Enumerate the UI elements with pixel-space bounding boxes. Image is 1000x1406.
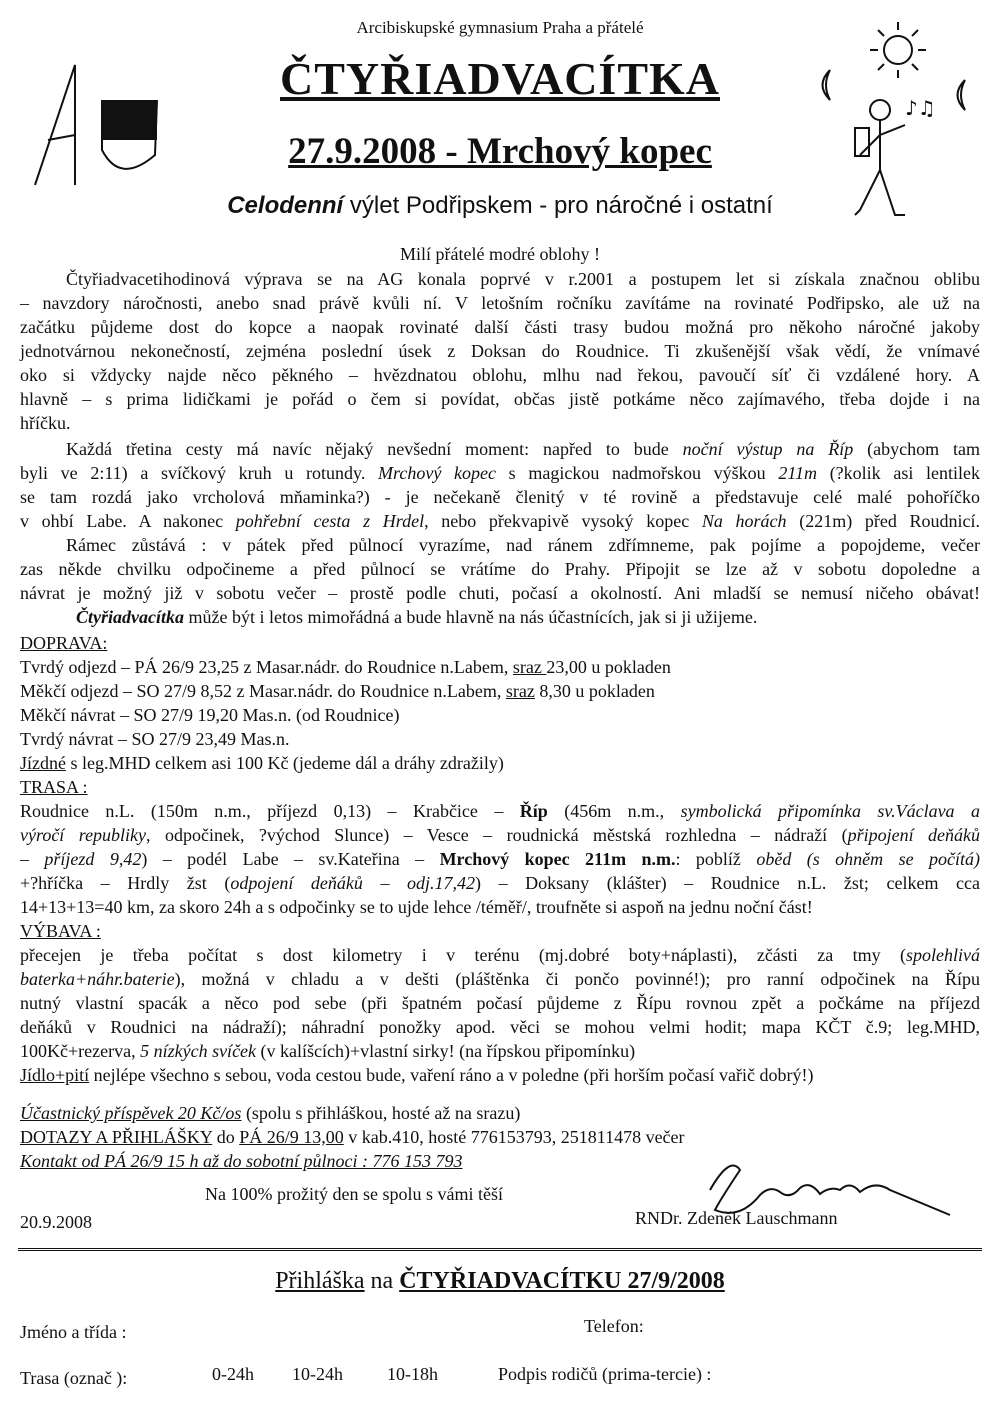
para2-line-4: v ohbí Labe. A nakonec pohřební cesta z Hrdel, nebo překvapivě vysoký kopec Na horách (221m) před Roudnicí.	[20, 511, 980, 531]
form-title: Přihláška na ČTYŘIADVACÍTKU 27/9/2008	[275, 1268, 725, 1294]
transport-row-2: Měkčí odjezd – SO 27/9 8,52 z Masar.nádr. do Roudnice n.Labem, sraz 8,30 u pokladen	[20, 681, 655, 701]
greeting: Milí přátelé modré oblohy !	[400, 244, 600, 264]
route-line-1: Roudnice n.L. (150m n.m., příjezd 0,13) – Krabčice – Říp (456m n.m., symbolická připomínka sv.Václava a	[20, 801, 980, 821]
transport-row-5: Jízdné s leg.MHD celkem asi 100 Kč (jedeme dál a dráhy zdražily)	[20, 753, 504, 773]
route-line-3: – příjezd 9,42) – podél Labe – sv.Kateřina – Mrchový kopec 211m n.m.: poblíž oběd (s ohněm se počítá)	[20, 849, 980, 869]
route-line-2: výročí republiky, odpočinek, ?východ Slunce) – Vesce – roudnická městská rozhledna – nádraží (připojení deňáků	[20, 825, 980, 845]
route-line-4: +?hříčka – Hrdly žst (odpojení deňáků – odj.17,42) – Doksany (klášter) – Roudnice n.L. žst; celkem cca	[20, 873, 980, 893]
equipment-line-1: přecejen je třeba počítat s dost kilometry i v terénu (mj.dobré boty+náplasti), zčásti za tmy (spolehlivá	[20, 945, 980, 965]
author-signature	[700, 1150, 960, 1230]
school-name: Arcibiskupské gymnasium Praha a přátelé	[356, 18, 644, 37]
page-title: ČTYŘIADVACÍTKA	[280, 53, 720, 104]
para2-line-1: Každá třetina cesty má navíc nějaký nevšední moment: napřed to bude noční výstup na Říp (abychom tam	[66, 439, 980, 459]
para3-line-2: zas někde chvilku odpočineme a před půlnocí se vrátíme do Prahy. Připojit se lze až v sobotu dopoledne a	[20, 559, 980, 579]
equipment-line-2: baterka+náhr.baterie), možná v chladu a v dešti (pláštěnka či pončo povinné!); pro ranní odpočinek na Řípu	[20, 969, 980, 989]
ag-logo	[30, 60, 170, 190]
event-date-title: 27.9.2008 - Mrchový kopec	[288, 131, 712, 172]
closing-date: 20.9.2008	[20, 1212, 92, 1232]
contact-line-2: Kontakt od PÁ 26/9 15 h až do sobotní půlnoci : 776 153 793	[20, 1151, 463, 1171]
intro-line-6: hlavně – s prima lidičkami je pořád o čem si povídat, občas jistě potkáme něco zajímavého, třeba dojde i na	[20, 389, 980, 409]
transport-row-1: Tvrdý odjezd – PÁ 26/9 23,25 z Masar.nádr. do Roudnice n.Labem, sraz 23,00 u pokladen	[20, 657, 671, 677]
form-phone-label: Telefon:	[584, 1316, 644, 1336]
intro-line-5: oko si vždycky najde něco pěkného – hvězdnatou oblohu, mlhu nad řekou, pavoučí síť či vzdálené hory. A	[20, 365, 980, 385]
fee-line: Účastnický příspěvek 20 Kč/os (spolu s přihláškou, hosté až na srazu)	[20, 1103, 521, 1123]
transport-row-4: Tvrdý návrat – SO 27/9 23,49 Mas.n.	[20, 729, 290, 749]
route-heading: TRASA :	[20, 777, 88, 797]
equipment-line-6: Jídlo+pití nejlépe všechno s sebou, voda cestou bude, vaření ráno a v poledne (při horším počasí vařič dobrý!)	[20, 1065, 814, 1085]
hiker-doodle	[800, 10, 980, 220]
para3-line-3: návrat je možný již v sobotu večer – prostě podle chuti, počasí a okolností. Ani mladší se nemusí ničeho obávat!	[20, 583, 980, 603]
equipment-line-4: deňáků v Roudnici na nádraží); náhradní ponožky apod. věci se mohou velmi hodit; mapa KČT č.9; leg.MHD,	[20, 1017, 980, 1037]
route-option-10-18h[interactable]: 10-18h	[387, 1364, 438, 1384]
equipment-line-3: nutný vlastní spacák a něco pod sebe (při špatném počasí půjdeme z Řípu rovnou zpět a počkáme na příjezd	[20, 993, 980, 1013]
svg-text:♪♫: ♪♫	[905, 96, 936, 120]
route-option-0-24h[interactable]: 0-24h	[212, 1364, 254, 1384]
intro-line-3: začátku půjdeme dost do kopce a naopak rovinaté další části trasy budou možná pro někoho náročné jakoby	[20, 317, 980, 337]
route-option-10-24h[interactable]: 10-24h	[292, 1364, 343, 1384]
contact-line: DOTAZY A PŘIHLÁŠKY do PÁ 26/9 13,00 v kab.410, hosté 776153793, 251811478 večer	[20, 1127, 685, 1147]
transport-heading: DOPRAVA:	[20, 633, 108, 653]
separator-line	[18, 1248, 982, 1251]
form-parent-signature-label: Podpis rodičů (prima-tercie) :	[498, 1364, 712, 1384]
route-line-5: 14+13+13=40 km, za skoro 24h a s odpočinky se to ujde lehce /téměř/, troufněte si aspoň na jednu noční část!	[20, 897, 813, 917]
subtitle-rest: výlet Podřipskem - pro náročné i ostatní	[343, 192, 773, 219]
equipment-line-5: 100Kč+rezerva, 5 nízkých svíček (v kalíšcích)+vlastní sirky! (na řípskou připomínku)	[20, 1041, 636, 1061]
transport-row-3: Měkčí návrat – SO 27/9 19,20 Mas.n. (od Roudnice)	[20, 705, 400, 725]
para3-line-1: Rámec zůstává : v pátek před půlnocí vyrazíme, nad ránem zdřímneme, pak pojíme a popojdeme, večer	[66, 535, 980, 555]
para3-line-4: Čtyřiadvacítka může být i letos mimořádná a bude hlavně na nás účastnících, jak si ji užijeme.	[76, 607, 758, 627]
author-name: RNDr. Zdeněk Lauschmann	[635, 1208, 838, 1228]
subtitle-emphasis: Celodenní	[227, 192, 344, 219]
intro-line-2: – navzdory náročnosti, anebo snad právě kvůli ní. V letošním ročníku zavítáme na rovinaté Podřipsko, ale už na	[20, 293, 980, 313]
equipment-heading: VÝBAVA :	[20, 921, 101, 941]
para2-line-2: byli ve 2:11) a svíčkový kruh u rotundy. Mrchový kopec s magickou nadmořskou výškou 211m (?kolik asi lentilek	[20, 463, 981, 483]
form-route-label: Trasa (označ ):	[20, 1368, 128, 1388]
form-name-label: Jméno a třída :	[20, 1322, 127, 1342]
para2-line-3: se tam rozdá jako vrcholová mňaminka?) - je nečekaně členitý v té rovině a představuje celé malé pohoříčko	[20, 487, 980, 507]
intro-line-7: hříčku.	[20, 413, 71, 433]
intro-line-4: jednotvárnou nekonečností, zejména poslední úsek z Doksan do Roudnice. Ti zkušenější však vědí, že vnímavé	[20, 341, 980, 361]
closing-wish: Na 100% prožitý den se spolu s vámi těší	[205, 1184, 503, 1204]
intro-line-1: Čtyřiadvacetihodinová výprava se na AG konala poprvé v r.2001 a postupem let si získala značnou oblibu	[66, 269, 980, 289]
